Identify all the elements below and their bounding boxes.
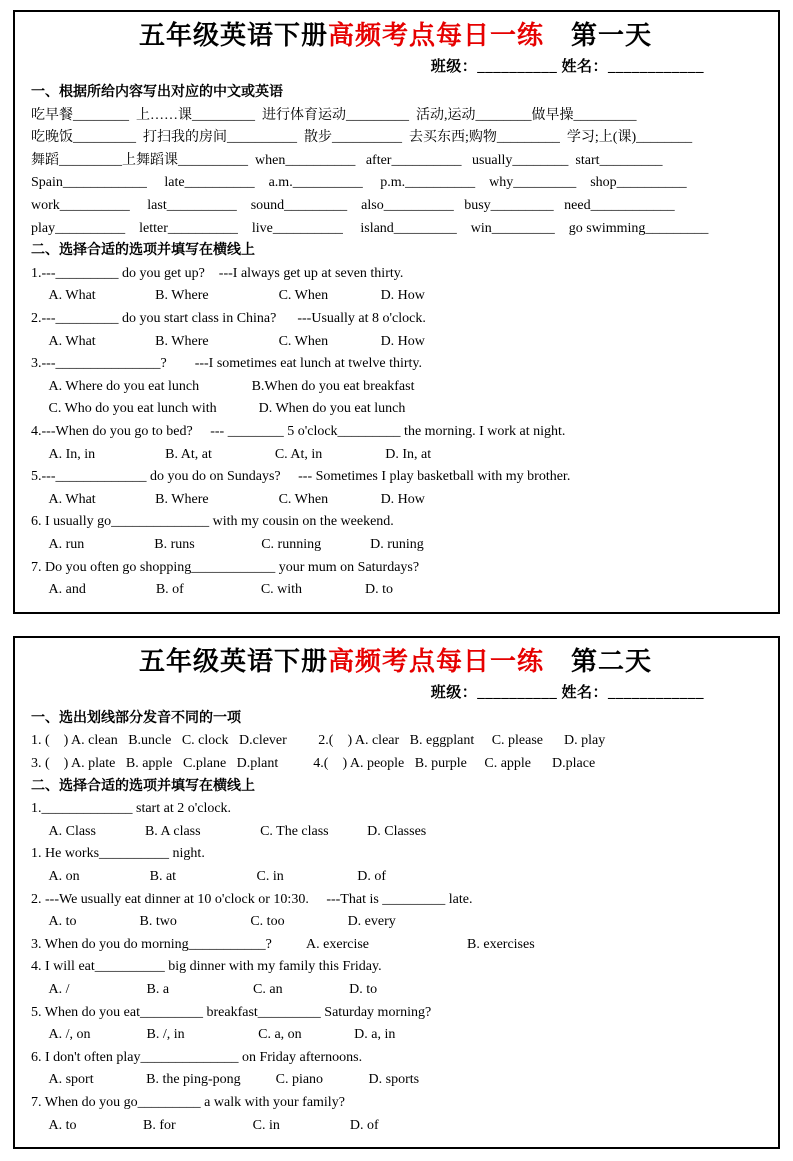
worksheet-line: 1. He works__________ night. <box>31 846 205 862</box>
worksheet-line: Spain____________ late__________ a.m.__________ p.m.__________ why_________ shop__________ <box>31 175 687 191</box>
page-title-day: 第一天 <box>544 21 653 50</box>
worksheet-page-day1 <box>13 10 780 614</box>
worksheet-body <box>31 708 760 1137</box>
worksheet-line: 1.---_________ do you get up? ---I always get up at seven thirty. <box>31 265 404 281</box>
worksheet-line: 7. When do you go_________ a walk with your family? <box>31 1094 345 1110</box>
worksheet-line: 吃早餐________ 上……课_________ 进行体育运动_________ 活动,运动________做早操_________ <box>31 107 637 123</box>
worksheet-line: A. What B. Where C. When D. How <box>31 333 425 349</box>
worksheet-line: 吃晚饭_________ 打扫我的房间__________ 散步__________ 去买东西;购物_________ 学习;上(课)________ <box>31 130 693 146</box>
worksheet-line: 2.---_________ do you start class in China? ---Usually at 8 o'clock. <box>31 311 426 327</box>
worksheet-line: A. What B. Where C. When D. How <box>31 288 425 304</box>
section-heading: 二、选择合适的选项并填写在横线上 <box>31 778 255 794</box>
worksheet-line: 舞蹈_________上舞蹈课__________ when__________ after__________ usually________ start_________ <box>31 152 663 168</box>
worksheet-page-day2 <box>13 636 780 1149</box>
page-title <box>31 644 760 679</box>
worksheet-line: 5. When do you eat_________ breakfast_________ Saturday morning? <box>31 1004 432 1020</box>
page-title-day: 第二天 <box>544 646 653 676</box>
page-title-prefix: 五年级英语下册 <box>138 646 328 676</box>
worksheet-line: A. on B. at C. in D. of <box>31 869 387 884</box>
page-title-highlight: 高频考点每日一练 <box>327 21 544 50</box>
worksheet-line: A. Class B. A class C. The class D. Classes <box>31 823 427 839</box>
worksheet-line: A. sport B. the ping-pong C. piano D. sports <box>31 1072 420 1088</box>
worksheet-line: 1. ( ) A. clean B.uncle C. clock D.clever 2.( ) A. clear B. eggplant C. please D. play <box>31 733 606 749</box>
worksheet-line: 3. When do you do morning___________? A. exercise B. exercises <box>31 936 535 952</box>
worksheet-line: 5.---_____________ do you do on Sundays? --- Sometimes I play basketball with my brother. <box>31 469 571 485</box>
page-title-highlight: 高频考点每日一练 <box>327 646 544 676</box>
worksheet-line: work__________ last__________ sound_________ also__________ busy_________ need____________ <box>31 198 675 214</box>
worksheet-line: A. In, in B. At, at C. At, in D. In, at <box>31 446 432 462</box>
page-title-prefix: 五年级英语下册 <box>138 21 328 50</box>
worksheet-line: A. / B. a C. an D. to <box>31 981 378 997</box>
worksheet-line: A. to B. for C. in D. of <box>31 1117 379 1133</box>
worksheet-line: 3. ( ) A. plate B. apple C.plane D.plant 4.( ) A. people B. purple C. apple D.place <box>31 756 596 772</box>
worksheet-line: 4.---When do you go to bed? --- ________ 5 o'clock_________ the morning. I work at night. <box>31 424 566 439</box>
worksheet-line: A. What B. Where C. When D. How <box>31 491 425 507</box>
section-heading: 一、选出划线部分发音不同的一项 <box>31 710 241 726</box>
worksheet-line: A. /, on B. /, in C. a, on D. a, in <box>31 1027 396 1043</box>
worksheet-line: A. run B. runs C. running D. runing <box>31 536 424 552</box>
worksheet-line: A. to B. two C. too D. every <box>31 914 396 930</box>
worksheet-line: play__________ letter__________ live__________ island_________ win_________ go swimming_________ <box>31 220 709 236</box>
worksheet-line: C. Who do you eat lunch with D. When do you eat lunch <box>31 401 406 417</box>
section-heading: 一、根据所给内容写出对应的中文或英语 <box>31 85 283 101</box>
worksheet-line: 2. ---We usually eat dinner at 10 o'clock or 10:30. ---That is _________ late. <box>31 891 473 907</box>
class-name-blanks: 班级：__________ 姓名：____________ <box>430 684 704 701</box>
worksheet-line: 6. I usually go______________ with my cousin on the weekend. <box>31 514 394 530</box>
section-heading: 二、选择合适的选项并填写在横线上 <box>31 243 255 259</box>
class-name-blanks: 班级：__________ 姓名：____________ <box>430 59 704 76</box>
worksheet-line: 7. Do you often go shopping____________ your mum on Saturdays? <box>31 559 420 575</box>
worksheet-line: 4. I will eat__________ big dinner with my family this Friday. <box>31 959 382 975</box>
worksheet-line: 1._____________ start at 2 o'clock. <box>31 801 232 817</box>
worksheet-line: 3.---_______________? ---I sometimes eat lunch at twelve thirty. <box>31 356 422 372</box>
worksheet-line: A. and B. of C. with D. to <box>31 582 394 598</box>
page-title <box>31 18 760 53</box>
worksheet-body <box>31 82 760 602</box>
worksheet-line: 6. I don't often play______________ on Friday afternoons. <box>31 1049 363 1065</box>
worksheet-line: A. Where do you eat lunch B.When do you eat breakfast <box>31 378 415 394</box>
